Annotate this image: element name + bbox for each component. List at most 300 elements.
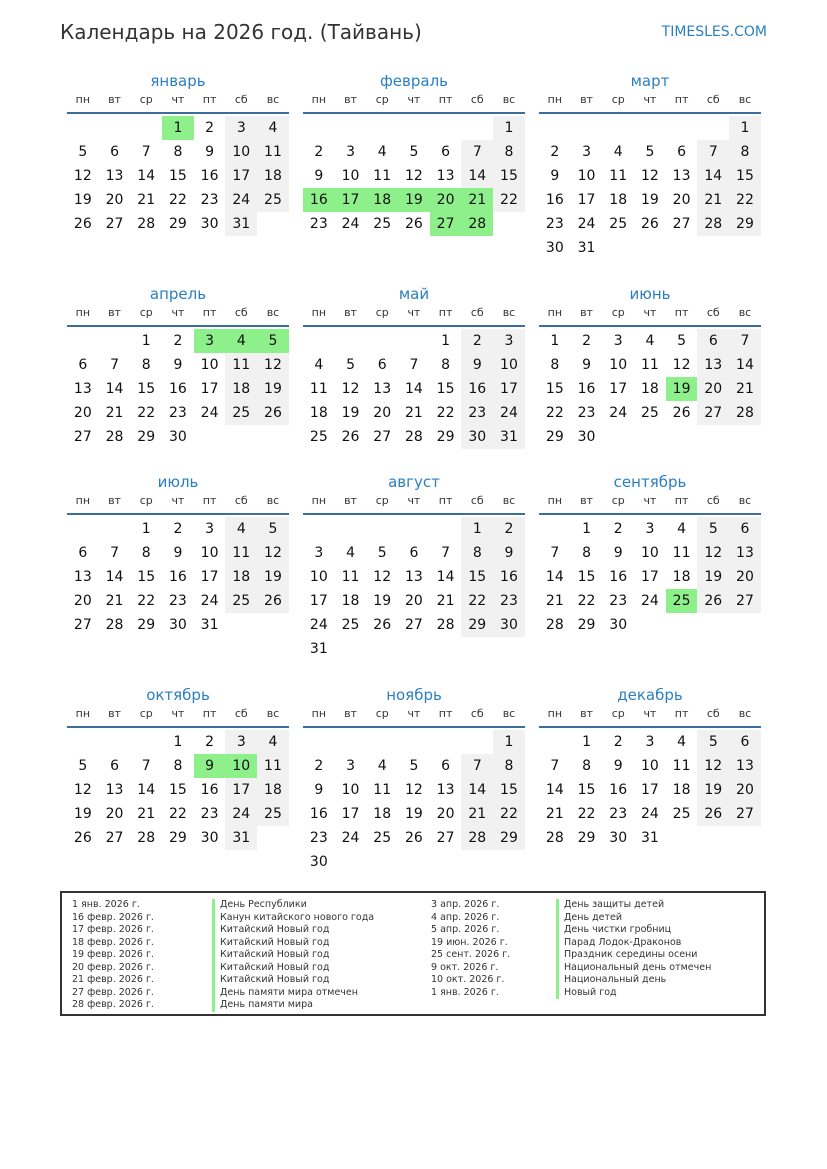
day-cell: 7 [461,140,493,164]
day-cell: 18 [672,782,691,798]
day-cell: 2 [493,517,525,541]
day-cell: 8 [550,357,560,373]
day-cell: 14 [436,569,455,585]
day-cell: 4 [346,545,355,561]
weekday-label: ср [375,306,389,319]
day-cell: 16 [577,381,596,397]
day-cell: 15 [545,381,564,397]
day-cell: 12 [73,168,92,184]
day-grid [67,517,289,637]
day-cell: 6 [729,730,761,754]
day-cell: 8 [441,357,451,373]
day-cell: 17 [225,164,257,188]
day-cell: 13 [73,569,92,585]
legend-date: 19 июн. 2026 г. [431,936,508,948]
legend-holiday-name: Национальный день [556,974,711,987]
day-cell: 15 [168,168,187,184]
site-link[interactable]: TIMESLES.COM [661,24,767,40]
day-cell: 11 [672,758,691,774]
legend-date: 27 февр. 2026 г. [72,986,154,998]
empty-cell [539,517,571,541]
day-cell: 26 [73,216,92,232]
day-cell: 5 [78,144,88,160]
day-cell: 22 [545,405,564,421]
day-cell: 28 [404,429,423,445]
empty-cell [602,116,634,140]
day-cell: 5 [677,333,687,349]
day-cell: 28 [545,617,564,633]
month-name: февраль [379,72,449,90]
day-cell: 20 [404,593,423,609]
day-cell: 20 [729,778,761,802]
day-cell: 22 [577,593,596,609]
day-cell: 25 [309,429,328,445]
month-name: апрель [149,285,207,303]
day-cell: 16 [168,381,187,397]
day-cell: 20 [73,593,92,609]
weekday-label: ср [139,707,153,720]
day-cell: 18 [257,164,289,188]
weekday-label: чт [407,306,421,319]
day-cell: 2 [205,120,215,136]
day-cell: 29 [461,613,493,637]
legend-date: 25 сент. 2026 г. [431,949,511,960]
day-cell: 9 [550,168,560,184]
day-cell: 23 [493,589,525,613]
day-cell: 6 [441,144,451,160]
weekday-label: пн [311,306,327,319]
day-cell: 5 [697,517,729,541]
day-cell: 1 [582,521,591,537]
weekday-label: ср [139,93,153,106]
empty-cell [67,730,99,754]
day-cell: 16 [309,806,328,822]
day-cell: 21 [137,806,156,822]
day-cell: 24 [577,216,596,232]
day-cell: 10 [640,758,659,774]
day-cell: 11 [257,754,289,778]
day-cell: 6 [409,545,419,561]
day-cell: 2 [173,333,183,349]
weekday-label: вс [502,93,516,106]
day-cell: 8 [729,140,761,164]
weekday-label: ср [611,93,625,106]
legend-date: 20 февр. 2026 г. [72,961,154,973]
day-cell: 23 [609,593,628,609]
empty-cell [130,730,162,754]
day-cell: 15 [436,381,455,397]
day-cell: 21 [436,593,455,609]
weekday-label: пн [75,494,91,507]
day-cell: 25 [373,830,392,846]
day-cell: 26 [373,617,392,633]
weekday-label: ср [139,494,153,507]
day-cell: 22 [461,589,493,613]
day-cell: 11 [309,381,328,397]
month-5 [303,283,525,449]
day-cell: 7 [550,545,560,561]
day-cell: 12 [697,754,729,778]
day-cell: 11 [373,782,392,798]
weekday-label: сб [470,306,484,319]
day-cell: 6 [729,517,761,541]
day-cell: 3 [346,758,355,774]
month-3 [539,70,761,260]
day-cell: 30 [309,854,328,870]
weekday-label: вс [502,707,516,720]
day-cell: 24 [640,593,659,609]
empty-cell [539,730,571,754]
day-cell: 23 [309,216,328,232]
month-name: август [388,473,440,491]
day-cell: 27 [404,617,423,633]
day-cell: 8 [582,758,591,774]
legend-holiday-name: День Республики [212,899,374,912]
weekday-header [303,706,525,728]
weekday-header [303,493,525,515]
day-cell: 21 [137,192,156,208]
empty-cell [99,329,131,353]
weekday-label: пн [547,707,563,720]
legend-date: 5 апр. 2026 г. [431,924,500,935]
weekday-label: пт [438,93,453,106]
weekday-label: пн [75,707,91,720]
day-cell: 14 [137,782,156,798]
day-cell: 28 [697,212,729,236]
day-cell: 27 [729,589,761,613]
month-name: октябрь [146,686,210,704]
weekday-label: пт [674,707,689,720]
day-cell: 3 [493,329,525,353]
day-cell: 17 [200,381,219,397]
weekday-label: вс [738,494,752,507]
legend-dates-left [72,899,154,1012]
day-cell: 6 [78,545,88,561]
month-name: июнь [629,285,671,303]
legend-holiday-name: Канун китайского нового года [212,912,374,925]
day-cell: 7 [697,140,729,164]
day-cell: 13 [105,782,124,798]
day-cell: 6 [110,144,119,160]
day-cell: 3 [645,521,655,537]
day-cell: 7 [729,329,761,353]
legend-holiday-name: День чистки гробниц [556,924,711,937]
empty-cell [67,116,99,140]
day-cell: 14 [105,569,124,585]
day-cell: 3 [346,144,355,160]
day-cell: 29 [137,429,156,445]
month-name: ноябрь [386,686,442,704]
weekday-header [67,92,289,114]
weekday-label: пн [311,494,327,507]
legend-date: 17 февр. 2026 г. [72,924,154,935]
day-cell: 7 [409,357,419,373]
day-cell: 12 [404,782,423,798]
day-cell: 1 [141,333,151,349]
day-cell: 28 [461,212,493,236]
weekday-label: пт [674,494,689,507]
weekday-header [67,493,289,515]
day-cell: 8 [173,144,183,160]
weekday-label: пн [311,93,327,106]
weekday-label: вт [580,306,593,319]
weekday-label: вс [266,494,280,507]
day-cell: 5 [346,357,355,373]
day-cell: 29 [168,830,187,846]
day-cell: 10 [200,545,219,561]
day-cell: 16 [493,565,525,589]
day-cell: 29 [577,617,596,633]
weekday-label: пн [547,494,563,507]
holiday-legend [60,891,766,1016]
day-cell: 21 [545,593,564,609]
day-cell: 20 [697,377,729,401]
month-name: январь [150,72,206,90]
day-cell: 13 [404,569,423,585]
weekday-label: сб [470,707,484,720]
empty-cell [366,517,398,541]
day-cell: 10 [225,140,257,164]
weekday-label: пн [75,93,91,106]
day-cell: 15 [577,569,596,585]
day-cell: 11 [225,541,257,565]
legend-holiday-name: День памяти мира отмечен [212,987,374,1000]
weekday-label: пн [547,93,563,106]
day-cell: 24 [609,405,628,421]
day-cell: 22 [436,405,455,421]
day-cell: 31 [200,617,219,633]
legend-holiday-name: День детей [556,912,711,925]
day-cell: 25 [666,589,698,613]
legend-holiday-name: Китайский Новый год [212,949,374,962]
day-cell: 15 [729,164,761,188]
day-cell: 1 [461,517,493,541]
empty-cell [398,116,430,140]
day-cell: 31 [309,641,328,657]
month-6 [539,283,761,449]
day-cell: 18 [225,377,257,401]
day-cell: 1 [141,521,151,537]
weekday-label: вт [344,707,357,720]
legend-date: 19 февр. 2026 г. [72,949,154,960]
day-cell: 8 [493,754,525,778]
day-cell: 14 [545,569,564,585]
day-cell: 18 [341,593,360,609]
day-cell: 1 [441,333,451,349]
day-cell: 19 [257,565,289,589]
legend-holiday-name: Новый год [556,987,711,1000]
month-8 [303,471,525,661]
legend-date: 28 февр. 2026 г. [72,999,154,1010]
day-cell: 30 [609,830,628,846]
day-cell: 3 [582,144,591,160]
weekday-label: сб [234,494,248,507]
weekday-label: сб [234,93,248,106]
day-cell: 15 [493,778,525,802]
empty-cell [697,116,729,140]
day-cell: 9 [582,357,591,373]
weekday-label: вт [344,306,357,319]
day-cell: 12 [672,357,691,373]
day-cell: 7 [441,545,451,561]
weekday-label: вт [108,707,121,720]
day-cell: 9 [613,758,623,774]
month-7 [67,471,289,637]
day-cell: 5 [409,144,419,160]
day-cell: 1 [729,116,761,140]
day-cell: 21 [461,802,493,826]
day-cell: 4 [377,758,387,774]
day-cell: 27 [373,429,392,445]
day-cell: 16 [609,782,628,798]
day-cell: 28 [461,826,493,850]
empty-cell [335,730,367,754]
weekday-label: вт [580,494,593,507]
day-cell: 13 [729,754,761,778]
day-cell: 22 [493,188,525,212]
day-cell: 3 [205,521,215,537]
day-cell: 19 [341,405,360,421]
day-cell: 7 [110,545,119,561]
legend-date: 4 апр. 2026 г. [431,911,500,923]
day-cell: 20 [436,806,455,822]
month-12 [539,684,761,850]
day-cell: 4 [314,357,324,373]
day-cell: 12 [404,168,423,184]
empty-cell [335,116,367,140]
day-cell: 21 [404,405,423,421]
day-cell: 26 [257,589,289,613]
day-cell: 5 [78,758,88,774]
day-cell: 25 [225,589,257,613]
day-cell: 6 [697,329,729,353]
day-cell: 14 [461,778,493,802]
day-cell: 10 [225,754,257,778]
day-cell: 4 [257,116,289,140]
day-cell: 20 [430,188,462,212]
empty-cell [366,116,398,140]
day-cell: 9 [205,144,215,160]
day-cell: 2 [205,734,215,750]
day-cell: 30 [609,617,628,633]
day-cell: 19 [640,192,659,208]
weekday-header [67,706,289,728]
month-10 [67,684,289,850]
empty-cell [398,329,430,353]
day-grid [539,517,761,637]
day-cell: 22 [137,593,156,609]
weekday-label: вс [266,707,280,720]
day-cell: 7 [550,758,560,774]
day-cell: 23 [545,216,564,232]
weekday-label: чт [407,494,421,507]
day-cell: 6 [110,758,119,774]
weekday-label: пт [438,306,453,319]
day-cell: 27 [105,830,124,846]
day-cell: 31 [225,826,257,850]
empty-cell [571,116,603,140]
empty-cell [303,517,335,541]
day-cell: 27 [73,617,92,633]
weekday-label: пт [202,707,217,720]
day-grid [303,517,525,661]
weekday-label: пн [547,306,563,319]
weekday-header [539,305,761,327]
day-cell: 24 [225,802,257,826]
day-cell: 13 [373,381,392,397]
day-cell: 14 [137,168,156,184]
day-cell: 26 [73,830,92,846]
weekday-label: пт [202,93,217,106]
day-cell: 4 [645,333,655,349]
empty-cell [461,730,493,754]
weekday-header [67,305,289,327]
weekday-label: сб [706,306,720,319]
day-cell: 16 [609,569,628,585]
day-cell: 28 [137,216,156,232]
day-cell: 18 [225,565,257,589]
day-cell: 29 [545,429,564,445]
weekday-label: ср [611,494,625,507]
day-cell: 10 [309,569,328,585]
month-name: июль [157,473,199,491]
day-cell: 6 [377,357,387,373]
day-cell: 3 [225,730,257,754]
weekday-label: вс [266,93,280,106]
day-cell: 3 [194,329,226,353]
day-grid [303,329,525,449]
day-cell: 17 [577,192,596,208]
weekday-label: сб [470,93,484,106]
day-cell: 8 [493,140,525,164]
day-cell: 30 [461,425,493,449]
day-cell: 19 [404,806,423,822]
day-cell: 25 [640,405,659,421]
day-cell: 12 [73,782,92,798]
day-cell: 23 [609,806,628,822]
day-cell: 19 [398,188,430,212]
day-cell: 18 [366,188,398,212]
day-cell: 4 [225,517,257,541]
weekday-label: вт [344,93,357,106]
weekday-label: сб [470,494,484,507]
legend-names-right [556,899,711,999]
day-cell: 20 [73,405,92,421]
weekday-label: пт [202,494,217,507]
day-cell: 10 [577,168,596,184]
empty-cell [634,116,666,140]
weekday-label: вс [502,494,516,507]
day-cell: 7 [141,758,151,774]
day-cell: 19 [73,192,92,208]
day-cell: 17 [493,377,525,401]
day-cell: 2 [173,521,183,537]
weekday-label: ср [375,494,389,507]
day-cell: 25 [341,617,360,633]
day-cell: 10 [341,168,360,184]
day-cell: 29 [168,216,187,232]
day-cell: 12 [373,569,392,585]
day-cell: 9 [461,353,493,377]
weekday-label: сб [706,707,720,720]
day-cell: 19 [697,778,729,802]
day-cell: 21 [729,377,761,401]
day-cell: 1 [582,734,591,750]
day-cell: 23 [200,806,219,822]
weekday-header [539,493,761,515]
day-cell: 25 [373,216,392,232]
day-cell: 16 [461,377,493,401]
